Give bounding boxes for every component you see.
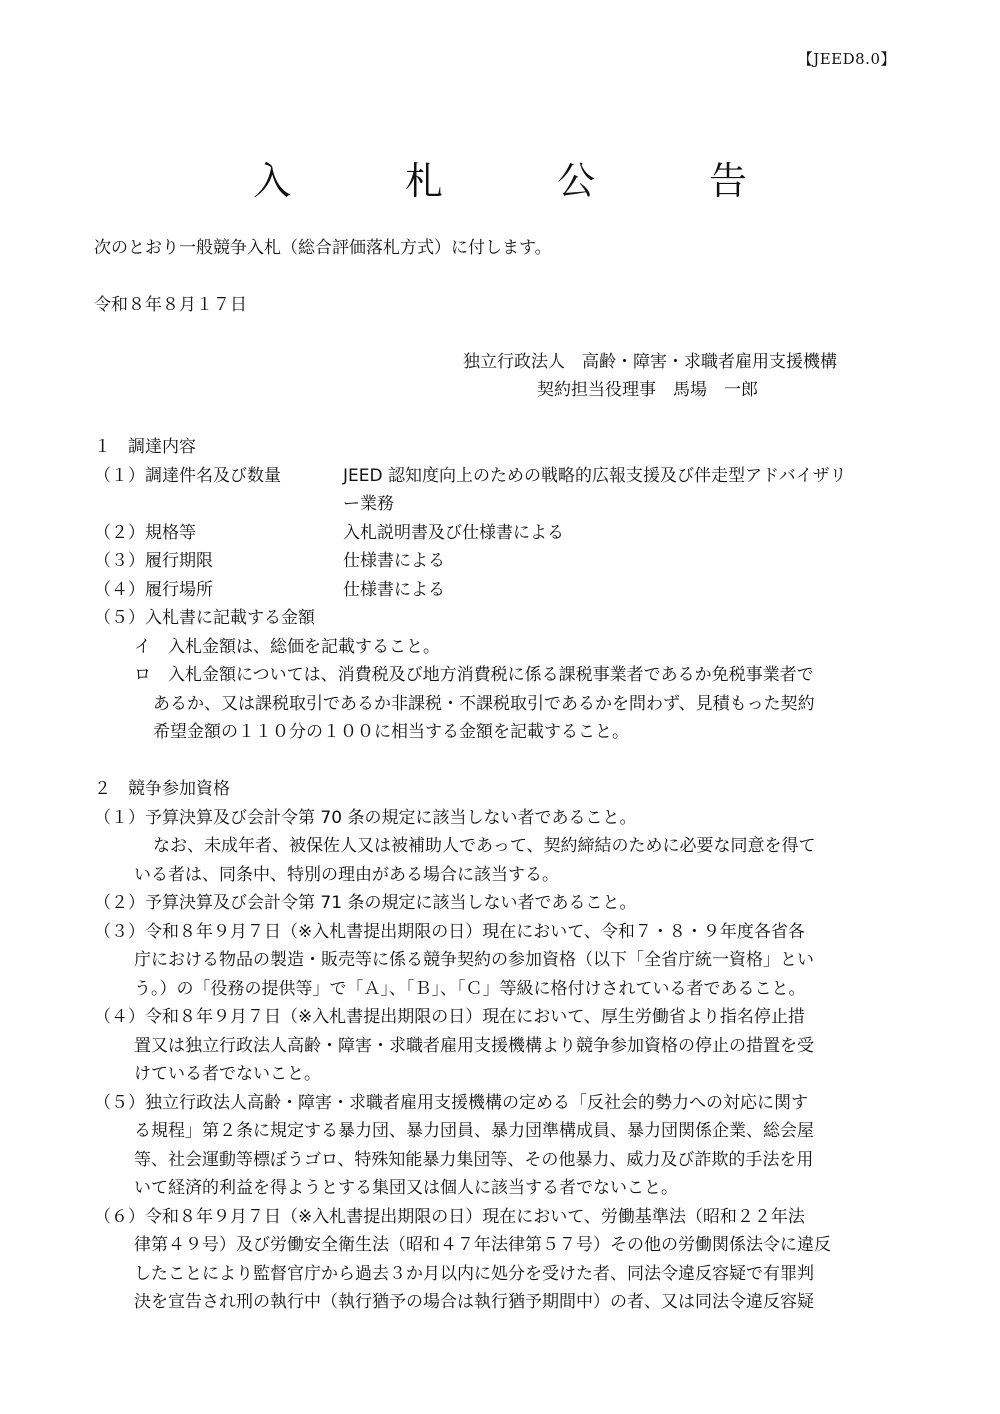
- paragraph: 等、社会運動等標ぼうゴロ、特殊知能暴力集団等、その他暴力、威力及び詐欺的手法を用: [134, 1150, 814, 1170]
- item-label: （４）履行場所: [94, 580, 213, 600]
- paragraph: けている者でないこと。: [134, 1064, 321, 1084]
- sub-item: あるか、又は課税取引であるか非課税・不課税取引であるかを問わず、見積もった契約: [153, 694, 815, 714]
- paragraph: る規程」第２条に規定する暴力団、暴力団員、暴力団準構成員、暴力団関係企業、総会屋: [134, 1121, 814, 1141]
- intro-text: 次のとおり一般競争入札（総合評価落札方式）に付します。: [94, 238, 552, 258]
- page-title: 入 札 公 告: [252, 159, 785, 203]
- item-value: ー業務: [343, 494, 394, 514]
- sub-item: イ 入札金額は、総価を記載すること。: [134, 637, 440, 657]
- notice-date: 令和８年８月１７日: [94, 295, 247, 315]
- document-code: 【JEED8.0】: [797, 50, 896, 68]
- item-label: （２）規格等: [94, 523, 196, 543]
- item-value: 仕様書による: [343, 580, 445, 600]
- item-label: （５）入札書に記載する金額: [94, 608, 315, 628]
- issuer-organization: 独立行政法人 高齢・障害・求職者雇用支援機構: [463, 352, 837, 372]
- paragraph: 決を宣告され刑の執行中（執行猶予の場合は執行猶予期間中）の者、又は同法令違反容疑: [134, 1292, 814, 1312]
- paragraph: （１）予算決算及び会計令第 70 条の規定に該当しない者であること。: [94, 808, 637, 828]
- paragraph: （２）予算決算及び会計令第 71 条の規定に該当しない者であること。: [94, 893, 637, 913]
- item-value: JEED 認知度向上のための戦略的広報支援及び伴走型アドバイザリ: [343, 466, 847, 486]
- item-label: （１）調達件名及び数量: [94, 466, 281, 486]
- item-label: （３）履行期限: [94, 551, 213, 571]
- section-heading: ２ 競争参加資格: [94, 779, 230, 799]
- paragraph: （５）独立行政法人高齢・障害・求職者雇用支援機構の定める「反社会的勢力への対応に関す: [94, 1093, 808, 1113]
- paragraph: 置又は独立行政法人高齢・障害・求職者雇用支援機構より競争参加資格の停止の措置を受: [134, 1036, 814, 1056]
- paragraph: （４）令和８年９月７日（※入札書提出期限の日）現在において、厚生労働省より指名停止措: [94, 1007, 805, 1027]
- sub-item: ロ 入札金額については、消費税及び地方消費税に係る課税事業者であるか免税事業者で: [134, 665, 814, 685]
- paragraph: 庁における物品の製造・販売等に係る競争契約の参加資格（以下「全省庁統一資格」とい: [134, 950, 814, 970]
- paragraph: （３）令和８年９月７日（※入札書提出期限の日）現在において、令和７・８・９年度各省各: [94, 922, 805, 942]
- paragraph: なお、未成年者、被保佐人又は被補助人であって、契約締結のために必要な同意を得て: [153, 836, 816, 856]
- paragraph: 律第４９号）及び労働安全衛生法（昭和４７年法律第５７号）その他の労働関係法令に違反: [134, 1235, 831, 1255]
- issuer-officer: 契約担当役理事 馬場 一郎: [537, 380, 758, 400]
- paragraph: したことにより監督官庁から過去３か月以内に処分を受けた者、同法令違反容疑で有罪判: [134, 1264, 814, 1284]
- paragraph: う。）の「役務の提供等」で「Ａ」、「Ｂ」、「Ｃ」等級に格付けされている者であること。: [134, 979, 806, 999]
- paragraph: いる者は、同条中、特別の理由がある場合に該当する。: [134, 865, 559, 885]
- sub-item: 希望金額の１１０分の１００に相当する金額を記載すること。: [153, 722, 629, 742]
- paragraph: （６）令和８年９月７日（※入札書提出期限の日）現在において、労働基準法（昭和２２年法: [94, 1207, 805, 1227]
- section-heading: １ 調達内容: [94, 437, 196, 457]
- item-value: 仕様書による: [343, 551, 445, 571]
- paragraph: いて経済的利益を得ようとする集団又は個人に該当する者でないこと。: [134, 1178, 678, 1198]
- item-value: 入札説明書及び仕様書による: [343, 523, 564, 543]
